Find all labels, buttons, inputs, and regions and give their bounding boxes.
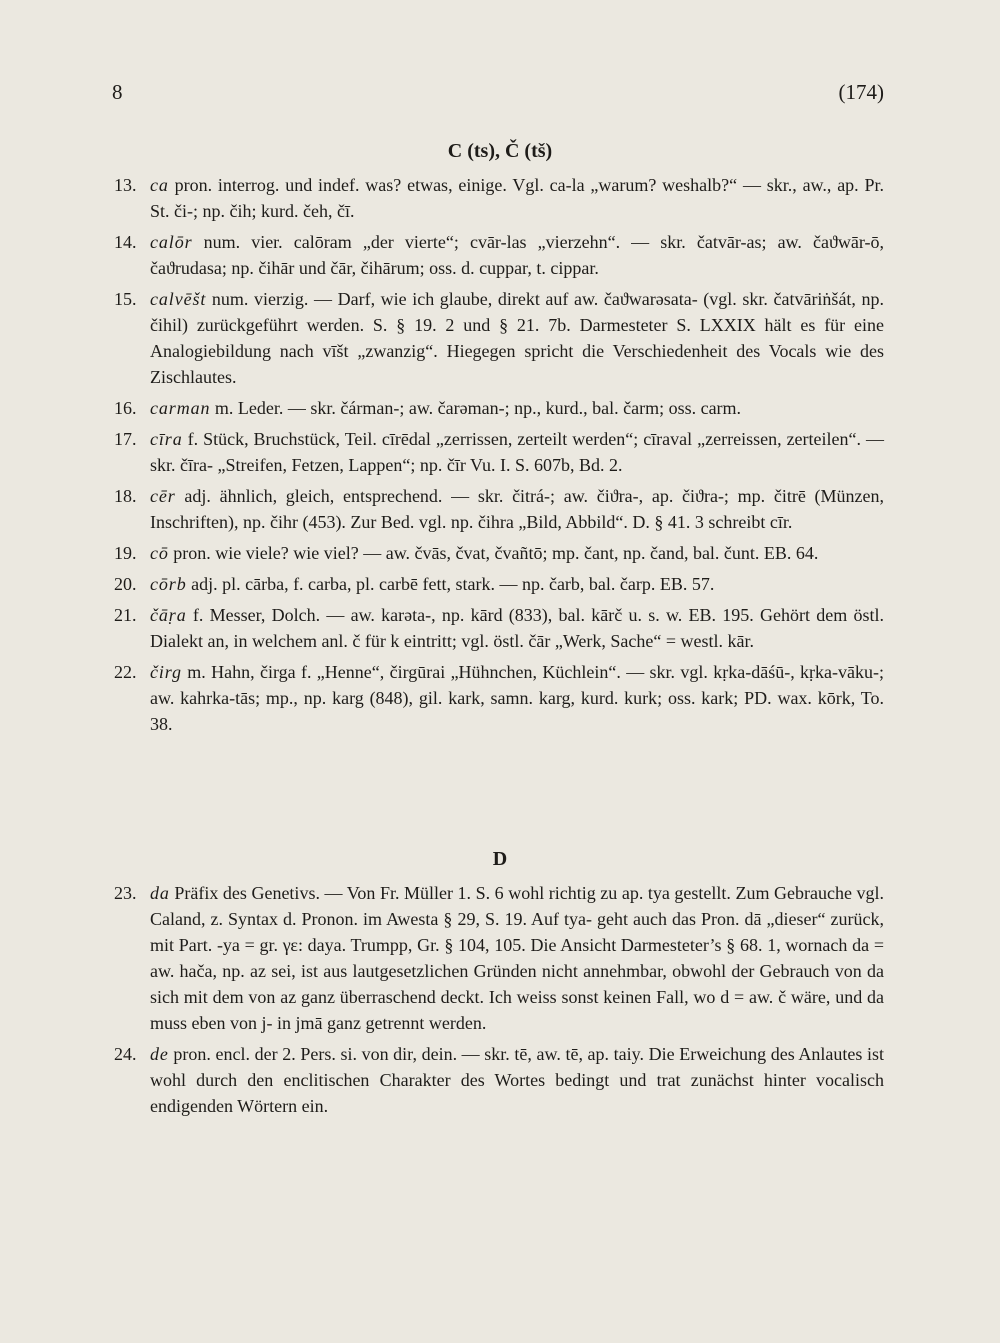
entry-number: 22.	[114, 662, 137, 682]
entry-headword: carman	[150, 398, 211, 418]
entry-headword: ca	[150, 175, 169, 195]
entry-text: adj. pl. cārba, f. carba, pl. carbē fett, stark. — np. čarb, bal. čarp. EB. 57.	[191, 574, 715, 594]
dictionary-entry	[114, 426, 884, 478]
entry-number: 13.	[114, 175, 137, 195]
entry-headword: čirg	[150, 662, 182, 682]
entry-headword: cīra	[150, 429, 183, 449]
entry-headword: čāṛa	[150, 605, 187, 625]
entry-number: 19.	[114, 543, 137, 563]
entry-text: pron. wie viele? wie viel? — aw. čvās, čvat, čvañtō; mp. čant, np. čand, bal. čunt. EB. 64.	[173, 543, 819, 563]
entry-number: 23.	[114, 883, 137, 903]
dictionary-entry	[114, 286, 884, 390]
entry-text: f. Messer, Dolch. — aw. karəta-, np. kārd (833), bal. kārč u. s. w. EB. 195. Gehört dem östl. Dialekt an, in welchem anl. č für k eintritt; vgl. östl. čār „Werk, Sache“ = westl. kār.	[150, 605, 885, 651]
entry-text: m. Hahn, čirga f. „Henne“, čirgūrai „Hühnchen, Küchlein“. — skr. vgl. kṛka-dāśū-, kṛka-vāku-; aw. kahrka-tās; mp., np. karg (848), gil. kark, samn. karg, kurd. kurk; oss. kark; PD. wax. kōrk, To. 38.	[150, 662, 884, 734]
entry-number: 20.	[114, 574, 137, 594]
section-heading-c: C (ts), Č (tš)	[447, 140, 553, 162]
entry-number: 16.	[114, 398, 137, 418]
entry-number: 15.	[114, 289, 137, 309]
entry-list-c	[114, 172, 884, 742]
dictionary-entry	[114, 540, 884, 566]
entry-text: pron. interrog. und indef. was? etwas, einige. Vgl. ca-la „warum? weshalb?“ — skr., aw., ap. Pr. St. či-; np. čih; kurd. čeh, čī.	[150, 175, 885, 221]
entry-headword: da	[150, 883, 170, 903]
entry-text: m. Leder. — skr. čárman-; aw. čarəman-; np., kurd., bal. čarm; oss. carm.	[214, 398, 742, 418]
entry-text: adj. ähnlich, gleich, entsprechend. — skr. čitrá-; aw. čiϑra-, ap. čiϑra-; mp. čitrē (Münzen, Inschriften), np. čihr (453). Zur Bed. vgl. np. čihra „Bild, Abbild“. D. § 41. 3 schreibt cīr.	[150, 486, 885, 532]
entry-text: num. vier. calōram „der vierte“; cvār-las „vierzehn“. — skr. čatvār-as; aw. čaϑwār-ō, čaϑrudasa; np. čihār und čār, čihārum; oss. d. cuppar, t. cippar.	[150, 232, 884, 278]
dictionary-entry	[114, 483, 884, 535]
entry-headword: calōr	[150, 232, 193, 252]
page-number-right: (174)	[838, 80, 884, 104]
entry-number: 24.	[114, 1044, 137, 1064]
entry-headword: cōrb	[150, 574, 187, 594]
dictionary-entry	[114, 571, 884, 597]
dictionary-entry	[114, 659, 884, 737]
entry-text: pron. encl. der 2. Pers. si. von dir, dein. — skr. tē, aw. tē, ap. taiy. Die Erweichung des Anlautes ist wohl durch den enclitischen Charakter des Wortes bedingt und trat zunächst hinter vocalisch endigenden Wörtern ein.	[150, 1044, 885, 1116]
entry-list-d	[114, 880, 884, 1124]
dictionary-entry	[114, 1041, 884, 1119]
entry-headword: calvēšt	[150, 289, 207, 309]
entry-headword: cēr	[150, 486, 176, 506]
entry-text: num. vierzig. — Darf, wie ich glaube, direkt auf aw. čaϑwarəsata- (vgl. skr. čatvāriṅšát, np. čihil) zurückgeführt werden. S. § 19. 2 und § 21. 7b. Darmesteter S. LXXIX hält es für eine Analogiebildung nach vīšt „zwanzig“. Hiegegen spricht die Verschiedenheit des Vocals wie des Zischlautes.	[150, 289, 885, 387]
entry-text: Präfix des Genetivs. — Von Fr. Müller 1. S. 6 wohl richtig zu ap. tya gestellt. Zum Gebrauche vgl. Caland, z. Syntax d. Pronon. im Awesta § 29, S. 19. Auf tya- geht auch das Pron. dā „dieser“ zurück, mit Part. -ya = gr. γε: daya. Trumpp, Gr. § 104, 105. Die Ansicht Darmesteter’s § 68. 1, wornach da = aw. hača, np. az sei, ist aus lautgesetzlichen Gründen nicht annehmbar, obwohl der Gebrauch von da sich mit dem von az ganz überraschend deckt. Ich weiss sonst keinen Fall, wo d = aw. č wäre, und da muss eben von j- in jmā ganz getrennt werden.	[150, 883, 885, 1033]
dictionary-entry	[114, 395, 884, 421]
entry-headword: de	[150, 1044, 169, 1064]
entry-number: 14.	[114, 232, 137, 252]
section-heading-d: D	[492, 848, 508, 870]
entry-number: 17.	[114, 429, 137, 449]
entry-text: f. Stück, Bruchstück, Teil. cīrēdal „zerrissen, zerteilt werden“; cīraval „zerreissen, zerteilen“. — skr. čīra- „Streifen, Fetzen, Lappen“; np. čīr Vu. I. S. 607b, Bd. 2.	[150, 429, 884, 475]
dictionary-entry	[114, 229, 884, 281]
page-number-left: 8	[112, 80, 123, 104]
entry-headword: cō	[150, 543, 169, 563]
entry-number: 21.	[114, 605, 137, 625]
dictionary-entry	[114, 602, 884, 654]
entry-number: 18.	[114, 486, 137, 506]
dictionary-entry	[114, 172, 884, 224]
dictionary-entry	[114, 880, 884, 1036]
